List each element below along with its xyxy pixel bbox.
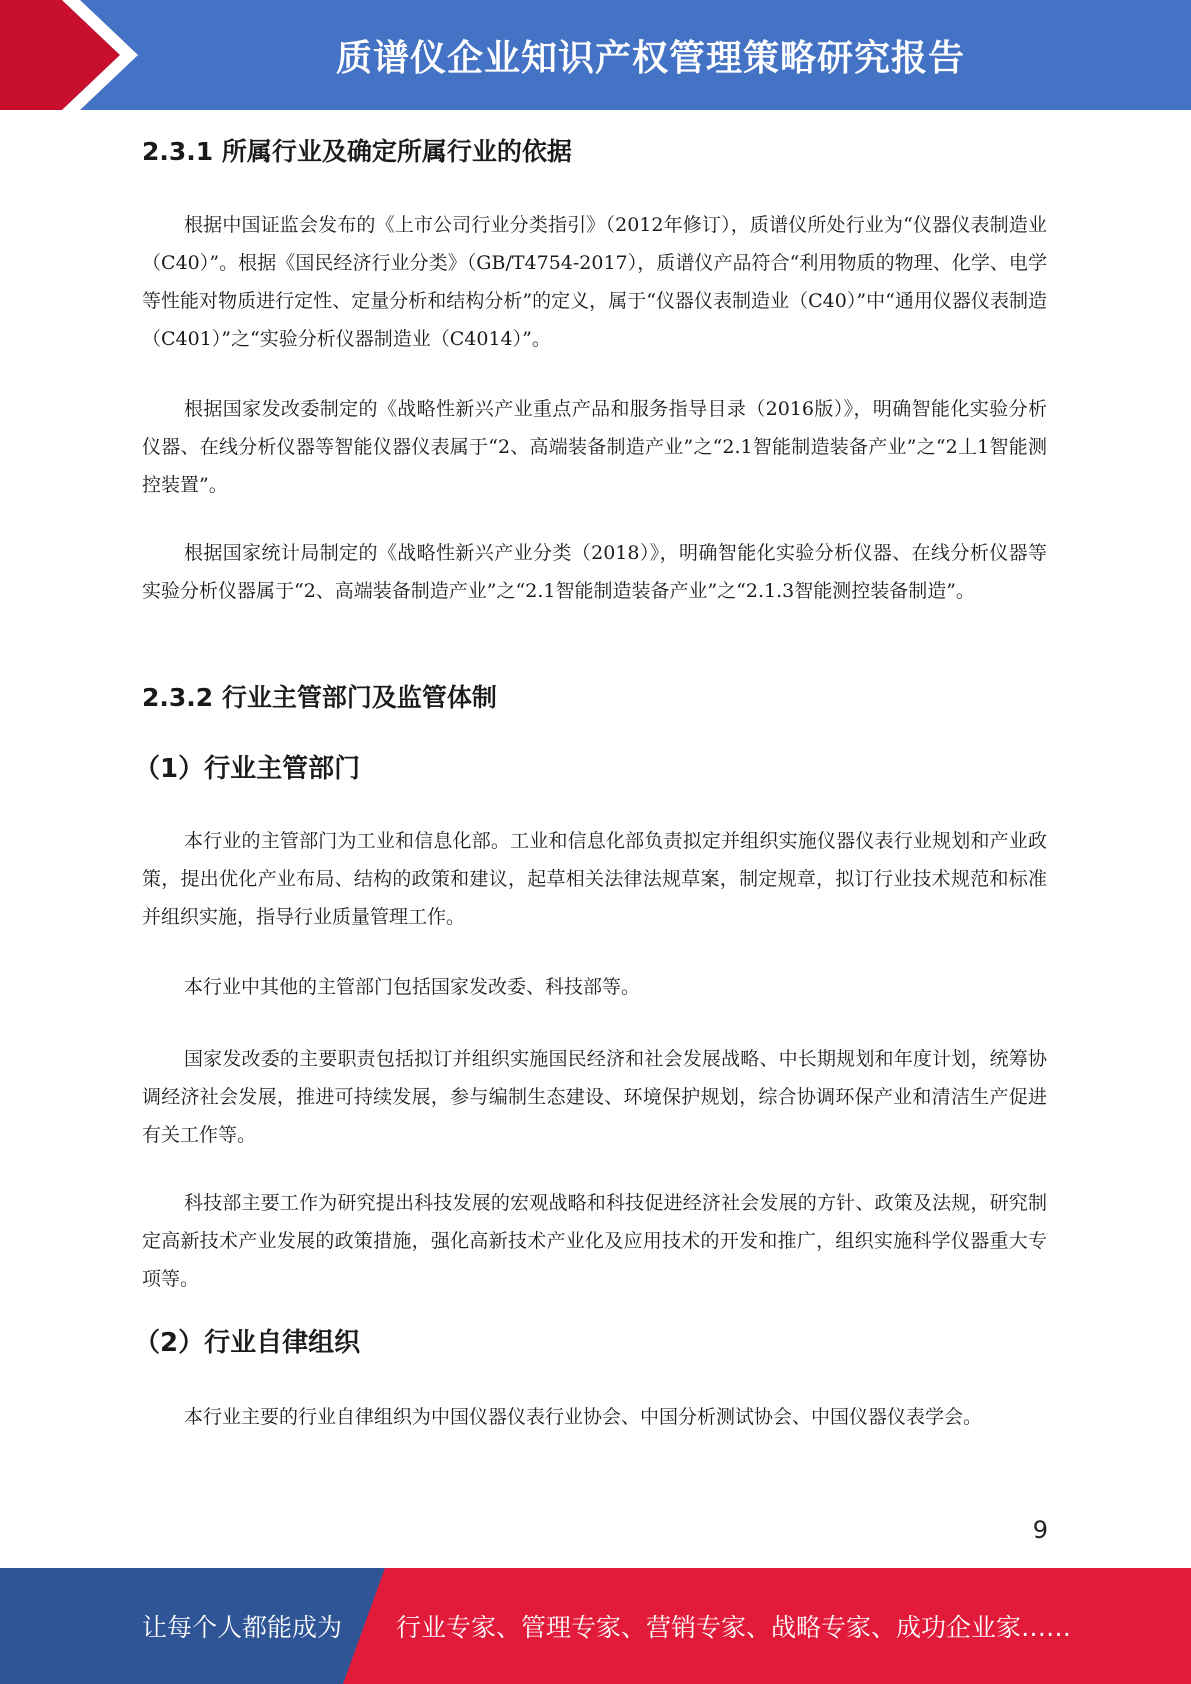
paragraph: 本行业主要的行业自律组织为中国仪器仪表行业协会、中国分析测试协会、中国仪器仪表学会。 — [184, 1406, 983, 1428]
paragraph: 根据中国证监会发布的《上市公司行业分类指引》（2012年修订），质谱仪所处行业为“仪器仪表制造业（C40）”。根据《国民经济行业分类》（GB/T4754-2017），质谱仪产品符合“利用物质的物理、化学、电学等性能对物质进行定性、定量分析和结构分析”的定义，属于“仪器仪表制造业（C40）”中“通用仪器仪表制造（C401）”之“实验分析仪器制造业（C4014）”。 — [142, 214, 1047, 350]
page-header — [0, 0, 1191, 110]
paragraph: 本行业的主管部门为工业和信息化部。工业和信息化部负责拟定并组织实施仪器仪表行业规划和产业政策，提出优化产业布局、结构的政策和建议，起草相关法律法规草案，制定规章，拟订行业技术规范和标准并组织实施，指导行业质量管理工作。 — [142, 830, 1047, 928]
paragraph: 根据国家发改委制定的《战略性新兴产业重点产品和服务指导目录（2016版）》，明确智能化实验分析仪器、在线分析仪器等智能仪器仪表属于“2、高端装备制造产业”之“2.1智能制造装备产业”之“2丄1智能测控装置”。 — [142, 398, 1047, 496]
footer-slogan-left: 让每个人都能成为 — [142, 1613, 343, 1642]
page-number: 9 — [1032, 1516, 1048, 1544]
paragraph: 科技部主要工作为研究提出科技发展的宏观战略和科技促进经济社会发展的方针、政策及法规，研究制定高新技术产业发展的政策措施，强化高新技术产业化及应用技术的开发和推广，组织实施科学仪器重大专项等。 — [142, 1192, 1047, 1290]
section-heading-2-3-2: 2.3.2 行业主管部门及监管体制 — [142, 683, 497, 712]
paragraph: 根据国家统计局制定的《战略性新兴产业分类（2018）》，明确智能化实验分析仪器、在线分析仪器等实验分析仪器属于“2、高端装备制造产业”之“2.1智能制造装备产业”之“2.1.3智能测控装备制造”。 — [142, 542, 1047, 602]
header-arrow-icon — [0, 0, 150, 110]
report-title: 质谱仪企业知识产权管理策略研究报告 — [335, 37, 965, 79]
subsection-heading-industry-authority: （1）行业主管部门 — [134, 754, 361, 784]
paragraph: 国家发改委的主要职责包括拟订并组织实施国民经济和社会发展战略、中长期规划和年度计划，统筹协调经济社会发展，推进可持续发展，参与编制生态建设、环境保护规划，综合协调环保产业和清洁生产促进有关工作等。 — [142, 1048, 1047, 1146]
section-heading-2-3-1: 2.3.1 所属行业及确定所属行业的依据 — [142, 137, 572, 166]
subsection-heading-self-regulatory-org: （2）行业自律组织 — [134, 1328, 361, 1358]
footer-slogan-right: 行业专家、管理专家、营销专家、战略专家、成功企业家…… — [396, 1613, 1072, 1642]
paragraph: 本行业中其他的主管部门包括国家发改委、科技部等。 — [184, 976, 641, 998]
page-footer — [0, 1568, 1191, 1684]
